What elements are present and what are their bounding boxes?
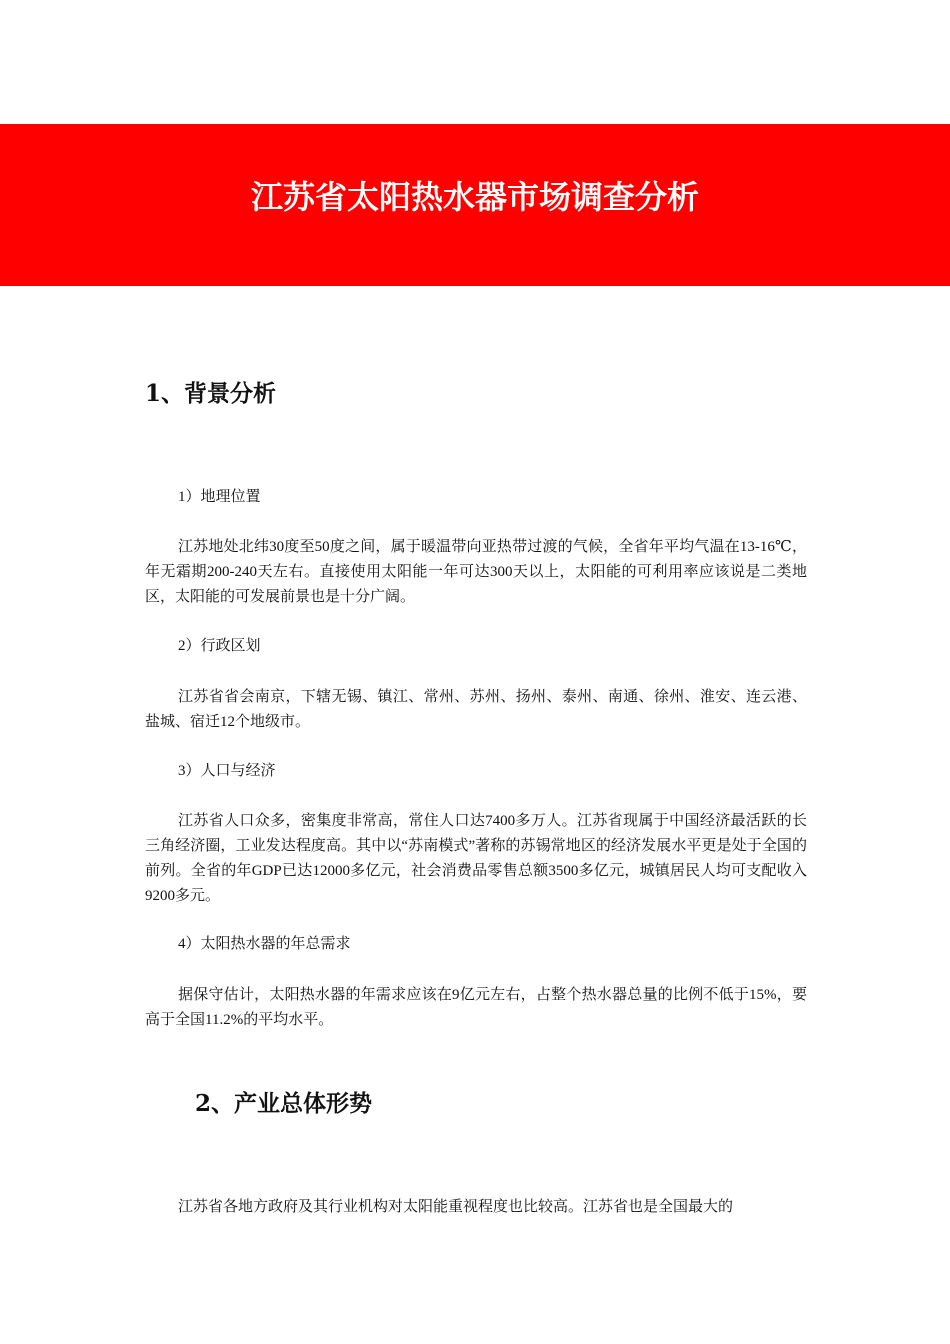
document-title: 江苏省太阳热水器市场调查分析 (250, 178, 699, 216)
paragraph-industry-situation: 江苏省各地方政府及其行业机构对太阳能重视程度也比较高。江苏省也是全国最大的 (178, 1199, 734, 1215)
paragraph-geography: 江苏地处北纬30度至50度之间，属于暖温带向亚热带过渡的气候，全省年平均气温在13-16℃，年无霜期200-240天左右。直接使用太阳能一年可达300天以上，太阳能的可利用率应该说是二类地区，太阳能的可发展前景也是十分广阔。 (145, 539, 807, 605)
subsection-label-administration: 2）行政区划 (178, 638, 261, 654)
paragraph-population-economy: 江苏省人口众多，密集度非常高，常住人口达7400多万人。江苏省现属于中国经济最活跃的长三角经济圈，工业发达程度高。其中以“苏南模式”著称的苏锡常地区的经济发展水平更是处于全国的前列。全省的年GDP已达12000多亿元，社会消费品零售总额3500多亿元，城镇居民人均可支配收入9200多元。 (145, 813, 807, 904)
section-heading-background: 1、背景分析 (145, 380, 277, 407)
subsection-label-geography: 1）地理位置 (178, 489, 261, 505)
paragraph-administration: 江苏省省会南京，下辖无锡、镇江、常州、苏州、扬州、泰州、南通、徐州、淮安、连云港、盐城、宿迁12个地级市。 (145, 689, 807, 730)
subsection-label-population-economy: 3）人口与经济 (178, 763, 276, 779)
section-heading-industry-situation: 2、产业总体形势 (195, 1090, 373, 1117)
paragraph-annual-demand: 据保守估计，太阳热水器的年需求应该在9亿元左右，占整个热水器总量的比例不低于15%，要高于全国11.2%的平均水平。 (145, 987, 807, 1028)
subsection-label-annual-demand: 4）太阳热水器的年总需求 (178, 936, 351, 952)
